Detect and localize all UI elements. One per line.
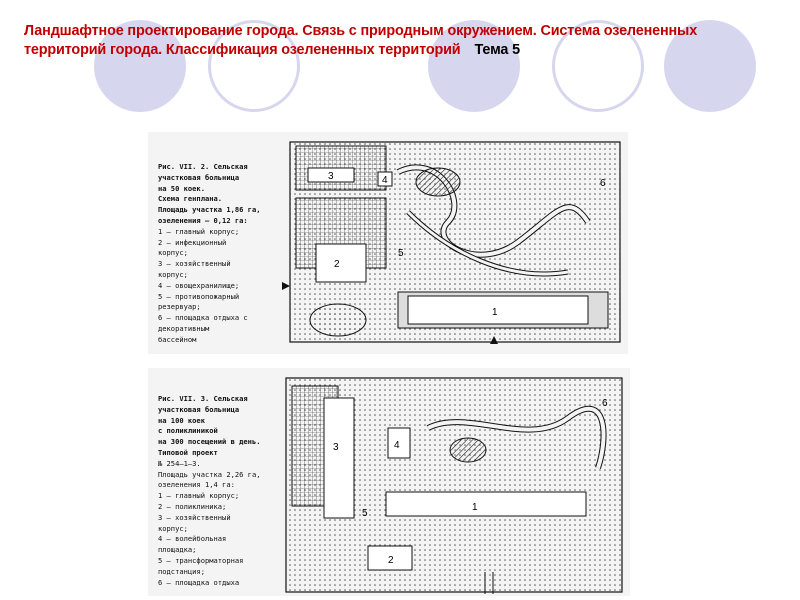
caption-line: корпус;	[158, 523, 188, 533]
caption-line: 2 — инфекционный	[158, 237, 227, 247]
building-2-label-2: 2	[388, 555, 394, 566]
caption-line: 2 — поликлиника;	[158, 501, 227, 511]
transformer-5-label: 5	[362, 508, 368, 519]
caption-line: с поликлиникой	[158, 426, 218, 436]
building-4-label: 4	[382, 175, 388, 186]
site-plan-figure-2	[148, 368, 630, 596]
caption-line: на 50 коек.	[158, 183, 205, 193]
caption-line: корпус;	[158, 248, 188, 258]
caption-line: 1 — главный корпус;	[158, 491, 240, 501]
caption-line: Площадь участка 2,26 га,	[158, 469, 261, 479]
caption-line: 6 — площадка отдыха	[158, 577, 240, 587]
caption-line: 4 — овощехранилище;	[158, 280, 240, 290]
caption-line: 1 — главный корпус;	[158, 226, 240, 236]
slide-title-text: Ландшафтное проектирование города. Связь с природным окружением. Система озелененных территорий города. Классификация озелененных территорий	[24, 23, 698, 58]
site-plan-2-drawing	[148, 368, 630, 596]
caption-line: 6 — площадка отдыха с	[158, 313, 248, 323]
building-1-label-2: 1	[472, 502, 478, 513]
slide-title	[24, 22, 764, 60]
rest-area-6-label-2: 6	[602, 398, 608, 409]
caption-line: Рис. VII. 2. Сельская	[158, 162, 248, 171]
caption-line: № 254—1—3.	[158, 458, 201, 468]
caption-line: озеленения — 0,12 га:	[158, 215, 248, 225]
building-2-label: 2	[334, 259, 340, 270]
caption-line: 5 — трансформаторная	[158, 555, 244, 565]
caption-line: озеленения 1,4 га:	[158, 480, 235, 490]
caption-line: Площадь участка 1,86 га,	[158, 205, 261, 215]
caption-line: 5 — противопожарный	[158, 291, 240, 301]
building-3-label: 3	[328, 171, 334, 182]
site-plan-1-drawing	[148, 132, 628, 354]
caption-line: декоративным	[158, 323, 210, 333]
caption-line: бассейном	[158, 334, 197, 344]
caption-line: 3 — хозяйственный	[158, 512, 231, 522]
rest-area-6-label: 6	[600, 178, 606, 189]
caption-line: 3 — хозяйственный	[158, 259, 231, 269]
caption-line: Рис. VII. 3. Сельская	[158, 394, 248, 403]
site-plan-figure-1	[148, 132, 628, 354]
volleyball-4-label: 4	[394, 440, 400, 451]
caption-line: 4 — волейбольная	[158, 534, 227, 544]
building-1-label: 1	[492, 307, 498, 318]
caption-line: подстанция;	[158, 566, 205, 576]
caption-line: Типовой проект	[158, 447, 218, 457]
caption-line: участковая больница	[158, 172, 240, 182]
building-3-label-2: 3	[333, 442, 339, 453]
caption-line: на 100 коек	[158, 415, 205, 425]
reservoir-5-label: 5	[398, 248, 404, 259]
caption-line: Схема генплана.	[158, 194, 223, 204]
caption-line: площадка;	[158, 545, 197, 555]
caption-line: участковая больница	[158, 404, 240, 414]
topic-label: Тема 5	[474, 42, 520, 58]
caption-line: резервуар;	[158, 302, 201, 312]
caption-line: на 300 посещений в день.	[158, 437, 261, 447]
caption-line: корпус;	[158, 269, 188, 279]
